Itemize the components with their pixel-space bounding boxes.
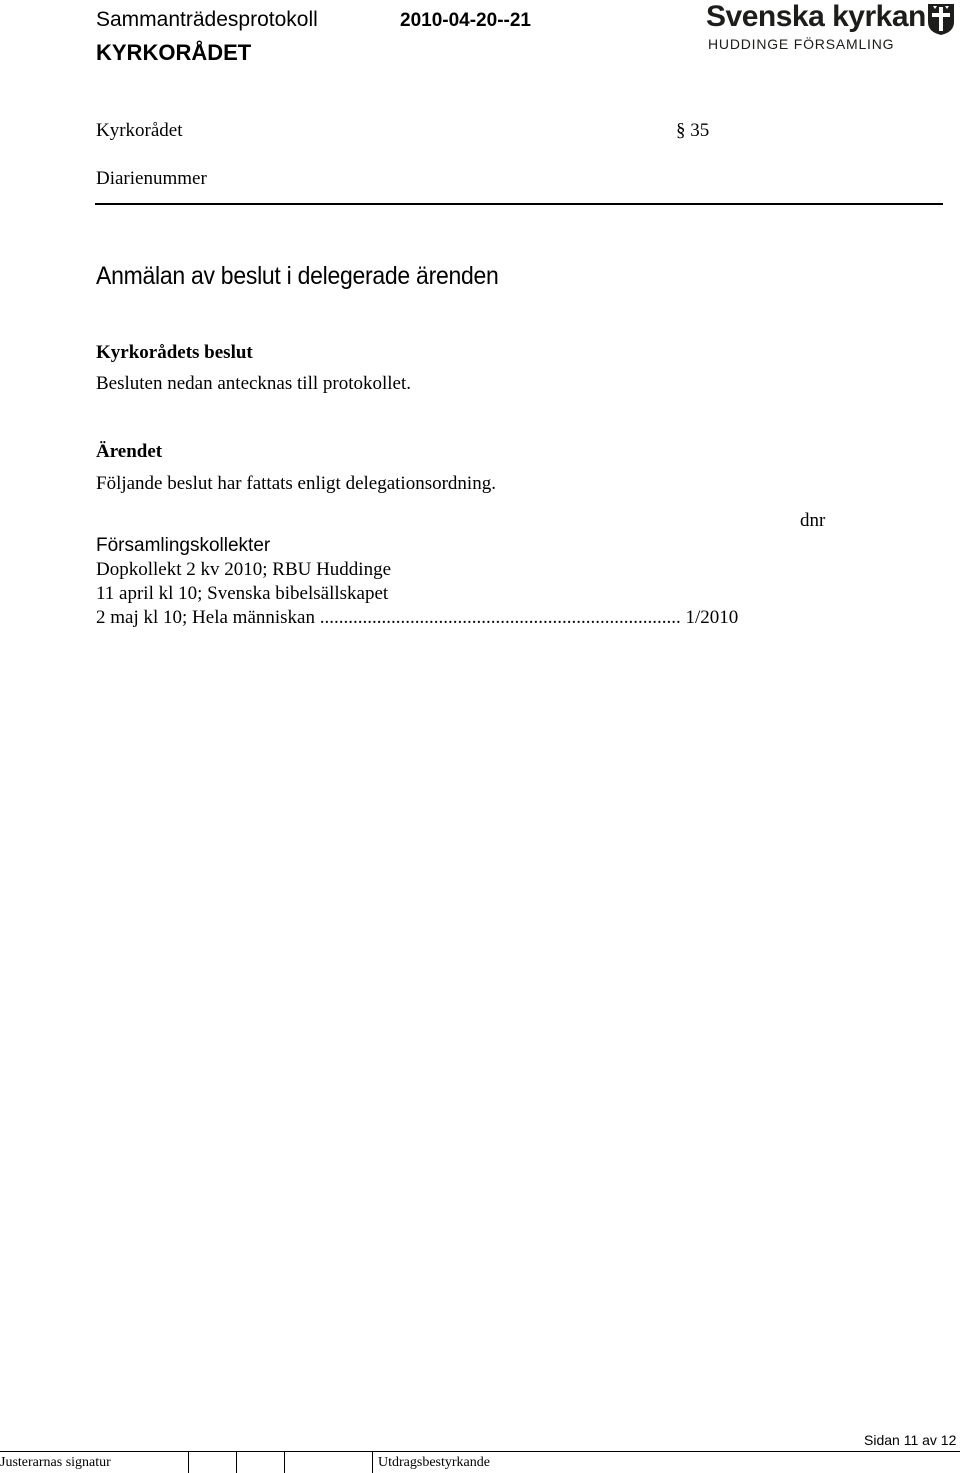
logo-name: Svenska kyrkan [706,0,926,33]
section-name: KYRKORÅDET [96,40,252,65]
signature-label: Justerarnas signatur [0,1455,111,1470]
header-divider [95,203,943,205]
extract-certification-label: Utdragsbestyrkande [378,1455,490,1470]
list-item: Dopkollekt 2 kv 2010; RBU Huddinge [96,559,392,580]
decision-text: Besluten nedan antecknas till protokollet. [96,373,412,394]
list-category: Församlingskollekter [96,535,271,556]
meeting-body: Kyrkorådet [96,120,183,141]
page-number: Sidan 11 av 12 [864,1432,957,1448]
svenska-kyrkan-logo [706,0,956,56]
meeting-date: 2010-04-20--21 [400,10,531,31]
paragraph-number: § 35 [676,120,710,141]
registry-number-label: Diarienummer [96,168,207,189]
matter-heading: Ärendet [96,441,163,462]
signature-box-divider [284,1452,285,1473]
signature-box-divider [188,1452,189,1473]
document-type: Sammanträdesprotokoll [96,8,318,31]
list-item: 11 april kl 10; Svenska bibelsällskapet [96,583,389,604]
dnr-column-header: dnr [800,510,826,531]
church-cross-icon [924,2,958,36]
signature-box-divider [372,1452,373,1473]
list-item: 2 maj kl 10; Hela människan ............................................................................ 1/2010 [96,607,739,628]
footer-divider [0,1451,960,1452]
page-title: Anmälan av beslut i delegerade ärenden [96,262,499,290]
signature-box-divider [236,1452,237,1473]
matter-text: Följande beslut har fattats enligt delegationsordning. [96,473,496,494]
logo-subtitle: HUDDINGE FÖRSAMLING [708,36,895,52]
decision-heading: Kyrkorådets beslut [96,342,253,363]
